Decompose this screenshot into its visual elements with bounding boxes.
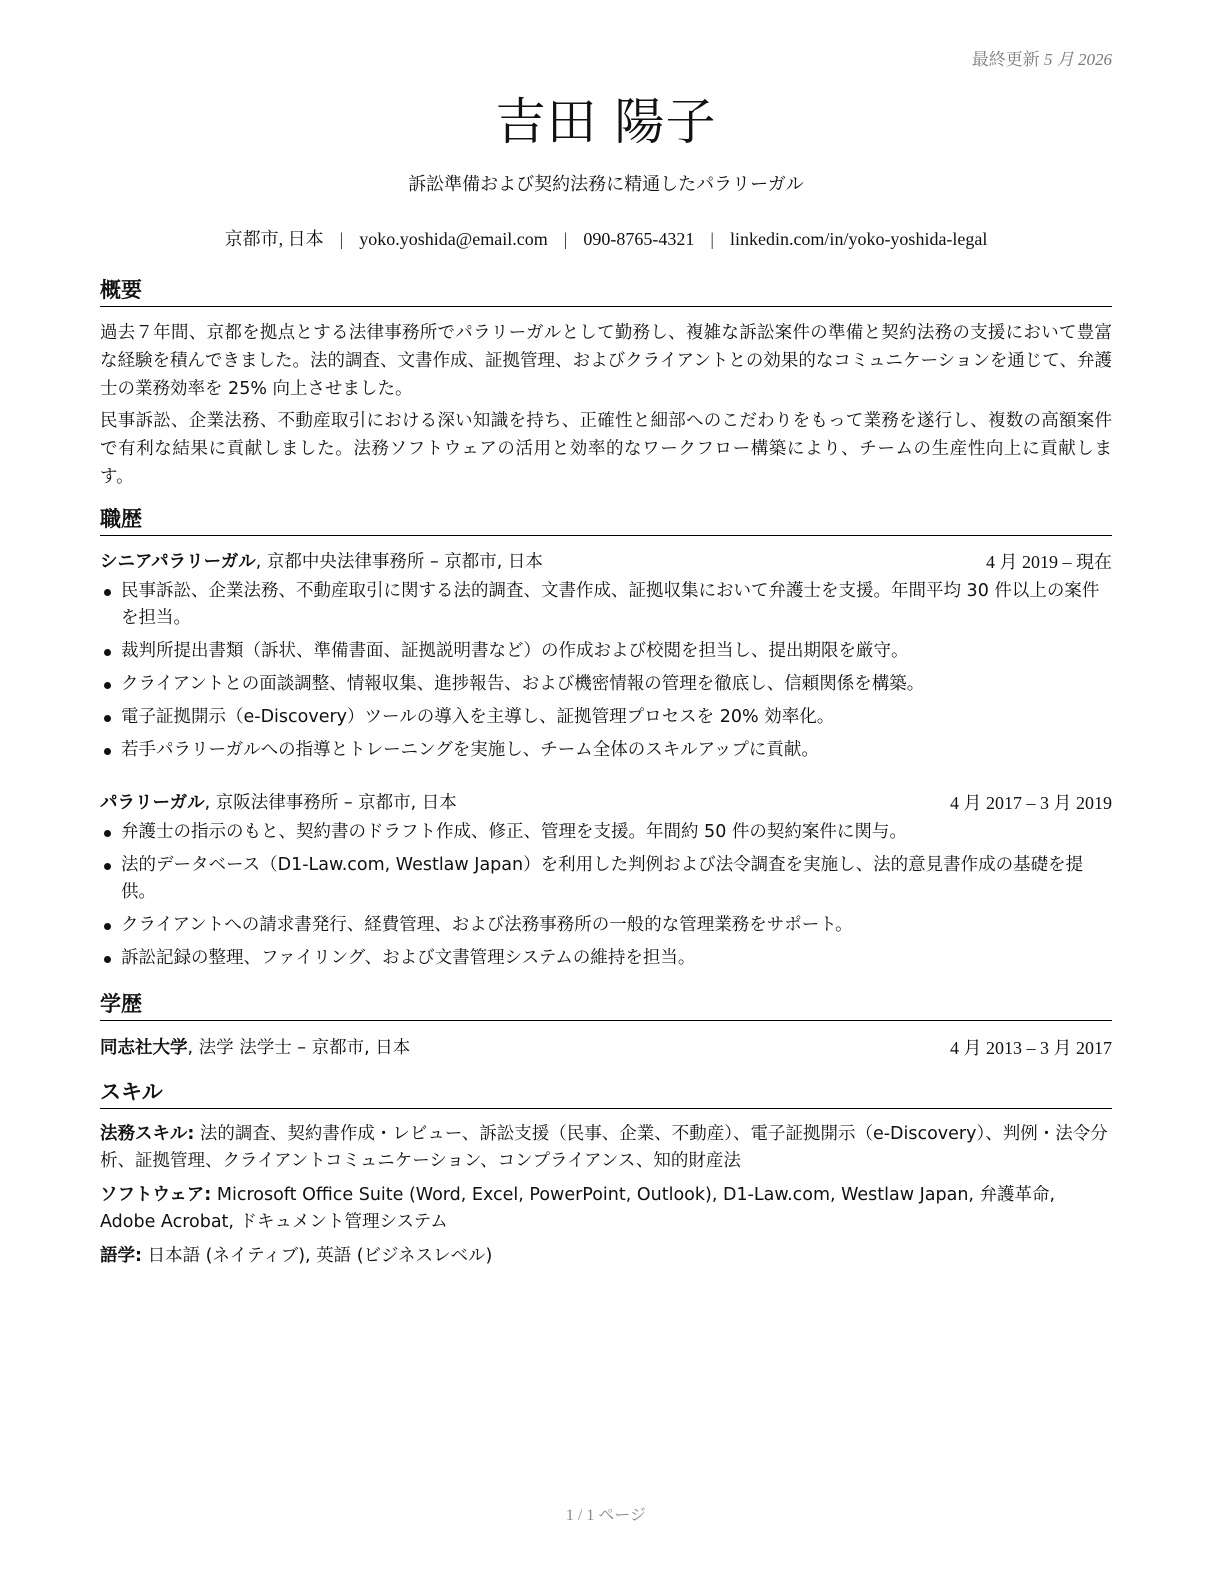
contact-phone: 090-8765-4321 (583, 229, 695, 249)
section-title-education: 学歴 (100, 990, 1112, 1021)
resume-page (100, 0, 1112, 1584)
job-date: 4 月 2017 – 3 月 2019 (950, 793, 1112, 813)
contact-separator: | (563, 229, 568, 249)
last-updated-date: 5 月 2026 (1044, 50, 1112, 69)
job-bullet: 若手パラリーガルへの指導とトレーニングを実施し、チーム全体のスキルアップに貢献。 (100, 737, 1112, 764)
summary-paragraph: 過去７年間、京都を拠点とする法律事務所でパラリーガルとして勤務し、複雑な訴訟案件の準備と契約法務の支援において豊富な経験を積んできました。法的調査、文書作成、証拠管理、およびクライアントとの効果的なコミュニケーションを通じて、弁護士の業務効率を 25% 向上させました。 (100, 323, 1112, 399)
education-school: 同志社大学 (100, 1038, 188, 1058)
job-bullet: クライアントへの請求書発行、経費管理、および法務事務所の一般的な管理業務をサポート。 (100, 912, 1112, 939)
skill-value: 日本語 (ネイティブ), 英語 (ビジネスレベル) (142, 1246, 493, 1266)
skill-line (100, 1243, 1112, 1270)
job-role: シニアパラリーガル (100, 552, 256, 572)
skill-value: 法的調査、契約書作成・レビュー、訴訟支援（民事、企業、不動産）、電子証拠開示（e-Discovery）、判例・法令分析、証拠管理、クライアントコミュニケーション、コンプライアンス、知的財産法 (100, 1124, 1108, 1171)
contact-line (100, 225, 1112, 251)
job-bullet: 民事訴訟、企業法務、不動産取引に関する法的調査、文書作成、証拠収集において弁護士を支援。年間平均 30 件以上の案件を担当。 (100, 578, 1112, 632)
section-title-experience: 職歴 (100, 505, 1112, 536)
skill-line (100, 1121, 1112, 1175)
skill-label: 語学: (100, 1246, 142, 1266)
job-header (100, 548, 1112, 576)
education-detail: , 法学 法学士 – 京都市, 日本 (187, 1038, 411, 1058)
contact-separator: | (710, 229, 714, 249)
job-bullets (100, 819, 1112, 978)
section-title-summary: 概要 (100, 276, 1112, 307)
education-entry (100, 1034, 1112, 1062)
section-title-skills: スキル (100, 1078, 1112, 1109)
last-updated-label: 最終更新 (971, 50, 1040, 69)
skill-label: ソフトウェア: (100, 1185, 212, 1205)
skill-line (100, 1182, 1112, 1236)
contact-location: 京都市, 日本 (224, 229, 324, 249)
job-bullets (100, 578, 1112, 770)
job-role: パラリーガル (100, 793, 205, 813)
job-header (100, 789, 1112, 817)
page-number: 1 / 1 ページ (565, 1507, 647, 1524)
job-bullet: 弁護士の指示のもと、契約書のドラフト作成、修正、管理を支援。年間約 50 件の契約案件に関与。 (100, 819, 1112, 846)
job-bullet: クライアントとの面談調整、情報収集、進捗報告、および機密情報の管理を徹底し、信頼関係を構築。 (100, 671, 1112, 698)
job-org: , 京阪法律事務所 – 京都市, 日本 (204, 793, 457, 813)
job-org: , 京都中央法律事務所 – 京都市, 日本 (255, 552, 543, 572)
job-bullet: 訴訟記録の整理、ファイリング、および文書管理システムの維持を担当。 (100, 945, 1112, 972)
headline: 訴訟準備および契約法務に精通したパラリーガル (408, 174, 804, 195)
skill-value: Microsoft Office Suite (Word, Excel, PowerPoint, Outlook), D1-Law.com, Westlaw Japan, 弁護革命, Adobe Acrobat, ドキュメント管理システム (100, 1185, 1056, 1232)
education-date: 4 月 2013 – 3 月 2017 (950, 1038, 1112, 1058)
contact-email[interactable]: yoko.yoshida@email.com (359, 229, 548, 249)
summary-paragraph: 民事訴訟、企業法務、不動産取引における深い知識を持ち、正確性と細部へのこだわりをもって業務を遂行し、複数の高額案件で有利な結果に貢献しました。法務ソフトウェアの活用と効率的なワークフロー構築により、チームの生産性向上に貢献します。 (100, 411, 1112, 487)
contact-separator: | (339, 229, 344, 249)
job-date: 4 月 2019 – 現在 (986, 552, 1112, 572)
skill-label: 法務スキル: (100, 1124, 195, 1144)
last-updated (972, 45, 1112, 70)
job-bullet: 電子証拠開示（e-Discovery）ツールの導入を主導し、証拠管理プロセスを 20% 効率化。 (100, 704, 1112, 731)
person-name: 吉田 陽子 (495, 93, 717, 151)
job-bullet: 法的データベース（D1-Law.com, Westlaw Japan）を利用した判例および法令調査を実施し、法的意見書作成の基礎を提供。 (100, 852, 1112, 906)
job-bullet: 裁判所提出書類（訴状、準備書面、証拠説明書など）の作成および校閲を担当し、提出期限を厳守。 (100, 638, 1112, 665)
contact-linkedin[interactable]: linkedin.com/in/yoko-yoshida-legal (729, 229, 988, 249)
